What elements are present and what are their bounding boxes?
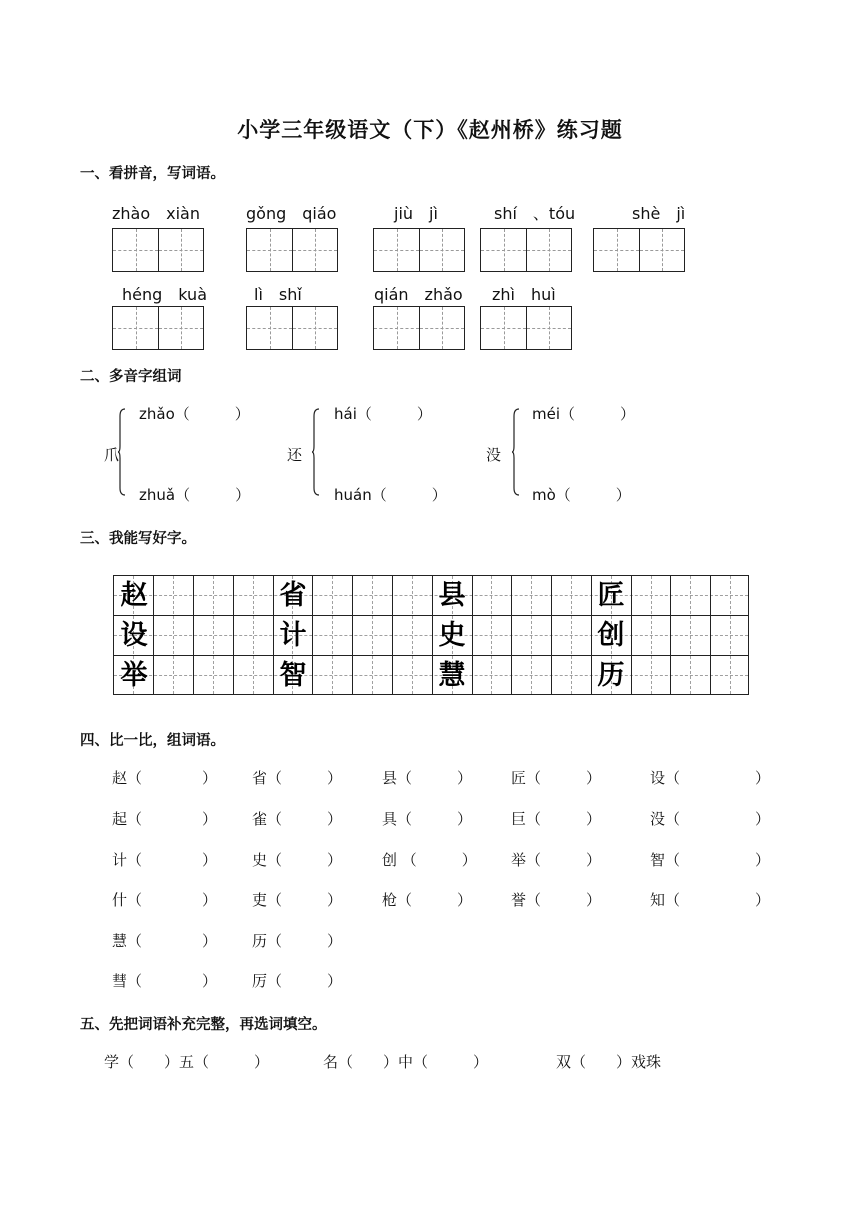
word-blank[interactable]: 知（ ）	[650, 891, 771, 909]
word-blank[interactable]: 省（ ）	[252, 769, 343, 787]
model-character: 设	[120, 620, 148, 651]
brace-icon	[312, 408, 320, 496]
pinyin-label: qián zhǎo	[374, 285, 463, 304]
pinyin-label: lì shǐ	[254, 285, 302, 304]
word-blank[interactable]: 慧（ ）	[112, 932, 218, 950]
word-blank[interactable]: 具（ ）	[382, 810, 473, 828]
word-blank[interactable]: 举（ ）	[511, 851, 602, 869]
model-character: 史	[438, 620, 466, 651]
word-blank[interactable]: 什（ ）	[112, 891, 218, 909]
handwriting-grid[interactable]	[113, 575, 749, 695]
polyphone-char: 还	[287, 446, 303, 464]
polyphone-char: 爪	[104, 446, 120, 464]
word-blank[interactable]: 设（ ）	[650, 769, 771, 787]
word-blank[interactable]: 智（ ）	[650, 851, 771, 869]
model-character: 赵	[120, 580, 148, 611]
section-1-heading: 一、看拼音，写词语。	[80, 166, 225, 182]
polyphone-char: 没	[486, 446, 502, 464]
word-blank[interactable]: 吏（ ）	[252, 891, 343, 909]
brace-icon	[512, 408, 520, 496]
idiom-blank[interactable]: 名（ ）中（ ）	[323, 1053, 489, 1071]
polyphone-reading[interactable]: zhuǎ（ ）	[139, 486, 251, 504]
word-blank[interactable]: 誉（ ）	[511, 891, 602, 909]
pinyin-label: gǒng qiáo	[246, 204, 337, 223]
pinyin-label: jiù jì	[394, 204, 438, 223]
word-blank[interactable]: 巨（ ）	[511, 810, 602, 828]
word-blank[interactable]: 匠（ ）	[511, 769, 602, 787]
pinyin-label: héng kuà	[122, 285, 208, 304]
page-title: 小学三年级语文（下）《赵州桥》练习题	[237, 118, 623, 142]
writing-box[interactable]	[246, 306, 338, 350]
polyphone-reading[interactable]: méi（ ）	[532, 405, 636, 423]
polyphone-reading[interactable]: zhǎo（ ）	[139, 405, 250, 423]
word-blank[interactable]: 厉（ ）	[252, 972, 343, 990]
polyphone-reading[interactable]: mò（ ）	[532, 486, 631, 504]
model-character: 县	[438, 580, 466, 611]
section-4-heading: 四、比一比，组词语。	[80, 733, 225, 749]
writing-box[interactable]	[112, 228, 204, 272]
model-character: 慧	[438, 660, 466, 691]
word-blank[interactable]: 历（ ）	[252, 932, 343, 950]
model-character: 历	[597, 660, 625, 691]
word-blank[interactable]: 没（ ）	[650, 810, 771, 828]
writing-box[interactable]	[480, 228, 572, 272]
section-3-heading: 三、我能写好字。	[80, 531, 196, 547]
polyphone-reading[interactable]: hái（ ）	[334, 405, 432, 423]
pinyin-label: shí 、tóu	[494, 204, 576, 223]
model-character: 举	[120, 660, 148, 691]
polyphone-reading[interactable]: huán（ ）	[334, 486, 447, 504]
word-blank[interactable]: 起（ ）	[112, 810, 218, 828]
writing-box[interactable]	[480, 306, 572, 350]
word-blank[interactable]: 创 （ ）	[382, 851, 477, 869]
writing-box[interactable]	[373, 306, 465, 350]
word-blank[interactable]: 彗（ ）	[112, 972, 218, 990]
brace-icon	[118, 408, 126, 496]
model-character: 计	[279, 620, 307, 651]
word-blank[interactable]: 县（ ）	[382, 769, 473, 787]
section-5-heading: 五、先把词语补充完整，再选词填空。	[80, 1017, 327, 1033]
pinyin-label: zhì huì	[492, 285, 556, 304]
word-blank[interactable]: 计（ ）	[112, 851, 218, 869]
idiom-blank[interactable]: 双（ ）戏珠	[556, 1053, 662, 1071]
model-character: 创	[597, 620, 625, 651]
pinyin-label: shè jì	[632, 204, 686, 223]
word-blank[interactable]: 史（ ）	[252, 851, 343, 869]
writing-box[interactable]	[112, 306, 204, 350]
model-character: 匠	[597, 580, 625, 611]
model-character: 智	[279, 660, 307, 691]
writing-box[interactable]	[246, 228, 338, 272]
model-character: 省	[279, 580, 307, 611]
pinyin-label: zhào xiàn	[112, 204, 200, 223]
word-blank[interactable]: 雀（ ）	[252, 810, 343, 828]
section-2-heading: 二、多音字组词	[80, 369, 182, 385]
word-blank[interactable]: 赵（ ）	[112, 769, 218, 787]
writing-box[interactable]	[373, 228, 465, 272]
idiom-blank[interactable]: 学（ ）五（ ）	[104, 1053, 270, 1071]
word-blank[interactable]: 枪（ ）	[382, 891, 473, 909]
writing-box[interactable]	[593, 228, 685, 272]
